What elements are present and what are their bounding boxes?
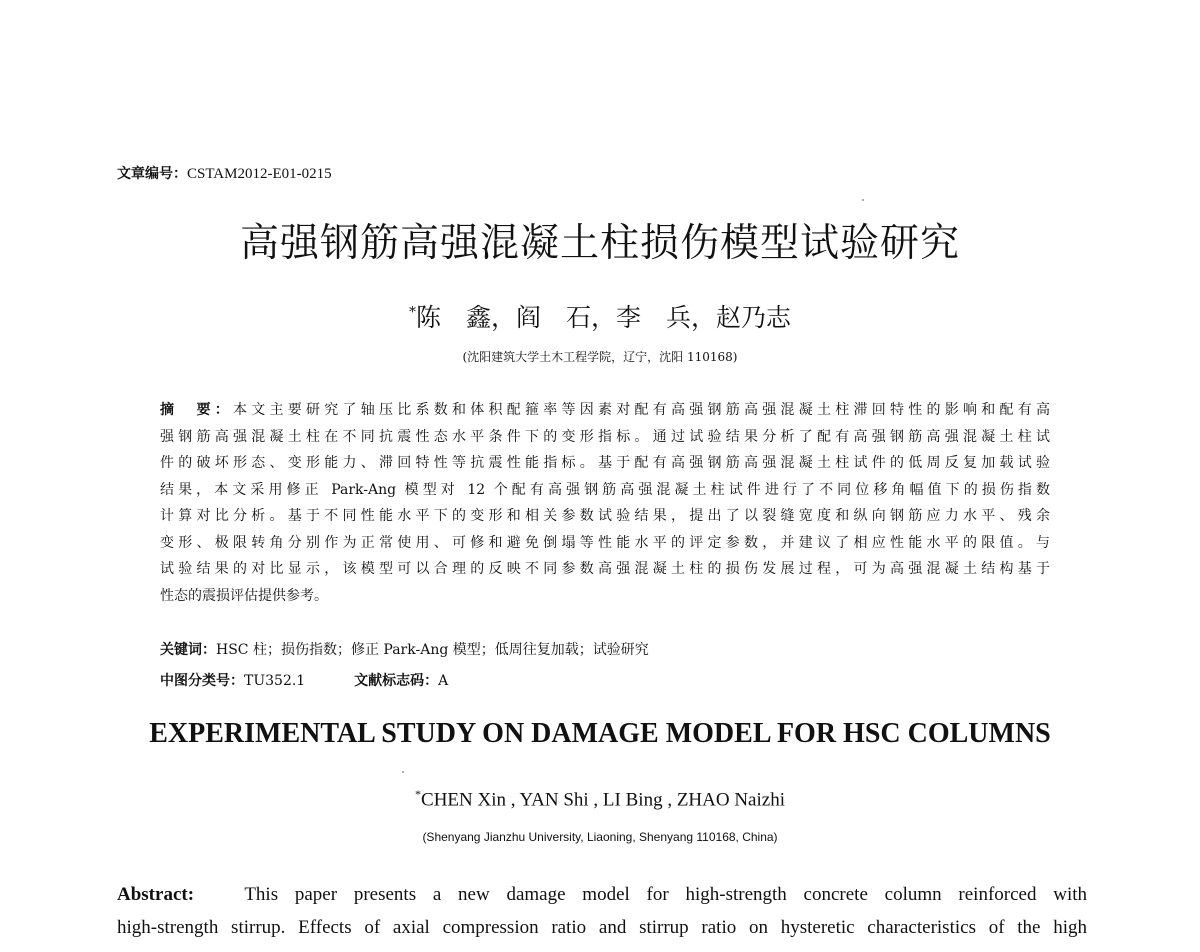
chinese-title: 高强钢筋高强混凝土柱损伤模型试验研究 [239, 221, 960, 266]
classification-label: 中图分类号： [160, 673, 244, 689]
english-affiliation: (Shenyang Jianzhu University, Liaoning, Shenyang 110168, China) [422, 830, 778, 844]
keywords-value: HSC 柱；损伤指数；修正 Park-Ang 模型；低周往复加载；试验研究 [216, 642, 649, 658]
english-author-names: CHEN Xin , YAN Shi , LI Bing , ZHAO Naizhi [421, 789, 785, 811]
english-abstract [117, 878, 1087, 944]
chinese-abstract-line: 强钢筋高强混凝土柱在不同抗震性态水平条件下的变形指标。通过试验结果分析了配有高强钢筋高强混凝土柱试 [160, 428, 1050, 445]
english-abstract-line: Abstract: This paper presents a new damage model for high-strength concrete column reinforced with [117, 884, 1088, 905]
chinese-authors [0, 298, 1200, 334]
english-authors [0, 787, 1200, 811]
article-number-value: CSTAM2012-E01-0215 [187, 166, 332, 182]
chinese-abstract [160, 397, 1050, 609]
chinese-abstract-line: 试验结果的对比显示，该模型可以合理的反映不同参数高强混凝土柱的损伤发展过程，可为高强混凝土结构基于 [160, 561, 1050, 577]
scan-speck [402, 771, 404, 773]
chinese-author-names: 陈 鑫，阎 石，李 兵，赵乃志 [415, 303, 791, 332]
chinese-abstract-line: 摘 要：本文主要研究了轴压比系数和体积配箍率等因素对配有高强钢筋高强混凝土柱滞回特性的影响和配有高 [160, 402, 1050, 418]
scan-speck [862, 199, 864, 201]
keywords-label: 关键词： [160, 642, 216, 658]
corresponding-author-marker: * [408, 304, 416, 321]
document-code-value: A [438, 673, 449, 689]
chinese-abstract-label: 摘 要： [160, 402, 233, 418]
article-number [117, 163, 332, 183]
english-abstract-line: high-strength stirrup. Effects of axial compression ratio and stirrup ratio on hysteretic characteristics of the high [117, 917, 1087, 938]
chinese-abstract-line: 件的破坏形态、变形能力、滞回特性等抗震性能指标。基于配有高强钢筋高强混凝土柱试件的低周反复加载试验 [160, 455, 1050, 471]
document-code-label: 文献标志码： [354, 673, 439, 689]
chinese-affiliation: (沈阳建筑大学土木工程学院，辽宁，沈阳 110168) [462, 350, 738, 364]
chinese-keywords [160, 639, 649, 659]
classification-value: TU352.1 [244, 673, 306, 689]
corresponding-author-marker: * [415, 787, 422, 801]
article-number-label: 文章编号： [117, 166, 187, 182]
chinese-abstract-line: 变形、极限转角分别作为正常使用、可修和避免倒塌等性能水平的评定参数，并建议了相应性能水平的限值。与 [160, 534, 1050, 551]
chinese-abstract-line: 结果，本文采用修正 Park-Ang 模型对 12 个配有高强钢筋高强混凝土柱试件进行了不同位移角幅值下的损伤指数 [160, 481, 1050, 498]
chinese-classification [160, 670, 448, 690]
chinese-abstract-line: 性态的震损评估提供参考。 [160, 587, 328, 604]
chinese-abstract-line: 计算对比分析。基于不同性能水平下的变形和相关参数试验结果，提出了以裂缝宽度和纵向钢筋应力水平、残余 [160, 508, 1050, 524]
english-abstract-label: Abstract: [117, 884, 195, 905]
english-title: EXPERIMENTAL STUDY ON DAMAGE MODEL FOR HSC COLUMNS [149, 718, 1051, 749]
